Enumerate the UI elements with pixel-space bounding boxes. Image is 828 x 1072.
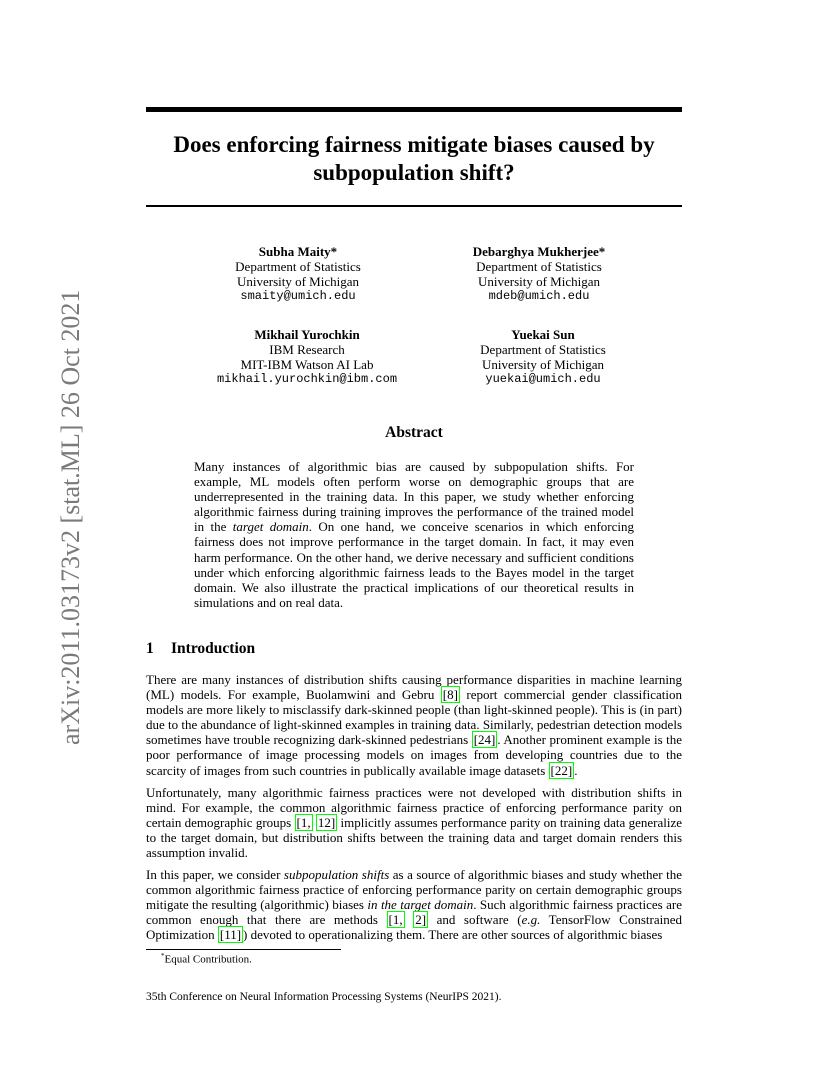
title-line-1: Does enforcing fairness mitigate biases caused by	[173, 132, 655, 157]
author-affiliation: University of Michigan	[477, 274, 601, 289]
author-email: yuekai@umich.edu	[485, 372, 601, 386]
text-run: . Such algorithmic fairness practices are common enough that there are methods	[146, 897, 682, 928]
emphasis: in the target domain	[367, 897, 474, 913]
text-run: TensorFlow Constrained Optimization	[146, 912, 682, 943]
abstract-part: Many instances of algorithmic bias are caused by subpopulation shifts. For example, ML models often perform worse on demographic groups that are underrepresented in the training data. In this paper, we study whether enforcing algorithmic fairness during training improves the performance of the trained model in the	[194, 459, 634, 535]
text-run: In this paper, we consider	[146, 867, 284, 882]
citation-link[interactable]: 2]	[415, 912, 427, 928]
footnote	[161, 952, 252, 966]
section-number: 1	[146, 640, 154, 657]
author-name: Debarghya Mukherjee*	[472, 244, 606, 259]
author-affiliation: Department of Statistics	[235, 259, 361, 274]
section-heading	[146, 640, 255, 658]
text-run: . Another prominent example is the poor performance of image processing models on images from developing countries due to the scarcity of images from such countries in publically available image datasets	[146, 732, 683, 778]
citation-link[interactable]: 12]	[317, 815, 336, 831]
intro-paragraph-1	[146, 672, 682, 778]
footnote-text: Equal Contribution.	[164, 953, 252, 966]
text-run: report commercial gender classification models are more likely to misclassify dark-skinned people (than light-skinned people). This is (in part) due to the abundance of light-skinned examples in training data. Similarly, pedestrian detection models sometimes have trouble recognizing dark-skinned pedestrians	[146, 687, 682, 748]
emphasis: e.g.	[521, 912, 541, 928]
conference-footer: 35th Conference on Neural Information Processing Systems (NeurIPS 2021).	[146, 991, 502, 1003]
intro-paragraph-2	[146, 785, 682, 860]
footnote-mark: *	[161, 952, 165, 960]
author-block	[419, 244, 659, 304]
citation-link[interactable]: [22]	[550, 762, 573, 778]
abstract-heading: Abstract	[385, 424, 443, 441]
text-run: implicitly assumes performance parity on training data generalize to the target domain, but distribution shifts between the training data and target domain renders this assumption invalid.	[146, 815, 682, 861]
citation-link[interactable]: [1,	[388, 912, 403, 928]
author-affiliation: MIT-IBM Watson AI Lab	[240, 357, 374, 372]
title-line-2: subpopulation shift?	[313, 160, 515, 185]
author-email: mikhail.yurochkin@ibm.com	[216, 372, 398, 386]
author-block	[178, 244, 418, 304]
author-email: smaity@umich.edu	[240, 289, 356, 303]
author-affiliation: IBM Research	[269, 342, 345, 357]
author-email: mdeb@umich.edu	[488, 289, 590, 303]
author-name: Subha Maity*	[258, 244, 338, 259]
author-name: Mikhail Yurochkin	[254, 327, 360, 342]
abstract-text	[194, 459, 634, 610]
text-run: There are many instances of distribution shifts causing performance disparities in machine learning (ML) models. For example, Buolamwini and Gebru	[146, 672, 682, 703]
text-run: Unfortunately, many algorithmic fairness practices were not developed with distribution shifts in mind. For example, the common algorithmic fairness practice of enforcing performance parity on certain demographic groups	[146, 785, 682, 831]
author-block	[187, 327, 427, 387]
citation-link[interactable]: [8]	[442, 687, 458, 703]
citation-link[interactable]: [24]	[473, 732, 496, 748]
author-affiliation: University of Michigan	[236, 274, 360, 289]
author-name: Yuekai Sun	[511, 327, 575, 342]
title-bottom-rule	[146, 205, 682, 207]
author-affiliation: University of Michigan	[481, 357, 605, 372]
abstract-part: . On one hand, we conceive scenarios in which enforcing fairness does not improve performance in the target domain. In fact, it may even harm performance. On the other hand, we derive necessary and sufficient conditions under which enforcing algorithmic fairness leads to the Bayes model in the target domain. We also illustrate the practical implications of our theoretical results in simulations and on real data.	[194, 519, 634, 610]
arxiv-identifier: arXiv:2011.03173v2 [stat.ML] 26 Oct 2021	[56, 289, 85, 745]
author-affiliation: Department of Statistics	[480, 342, 606, 357]
text-run: ) devoted to operationalizing them. There are other sources of algorithmic biases	[243, 927, 663, 943]
text-run: and software (	[428, 912, 522, 928]
paper-title	[146, 131, 682, 187]
author-affiliation: Department of Statistics	[476, 259, 602, 274]
emphasis: subpopulation shifts	[283, 867, 390, 882]
footnote-rule	[146, 949, 341, 950]
citation-link[interactable]: [11]	[219, 927, 242, 943]
text-run: .	[574, 762, 578, 778]
intro-paragraph-3	[146, 867, 682, 942]
title-top-rule	[146, 107, 682, 112]
abstract-emphasis: target domain	[232, 519, 309, 535]
citation-link[interactable]: [1,	[296, 815, 311, 831]
text-run: as a source of algorithmic biases and study whether the common algorithmic fairness practice of enforcing performance parity on certain demographic groups mitigate the resulting (algorithmic) biases	[146, 867, 682, 913]
section-title: Introduction	[171, 640, 256, 657]
author-block	[423, 327, 663, 387]
